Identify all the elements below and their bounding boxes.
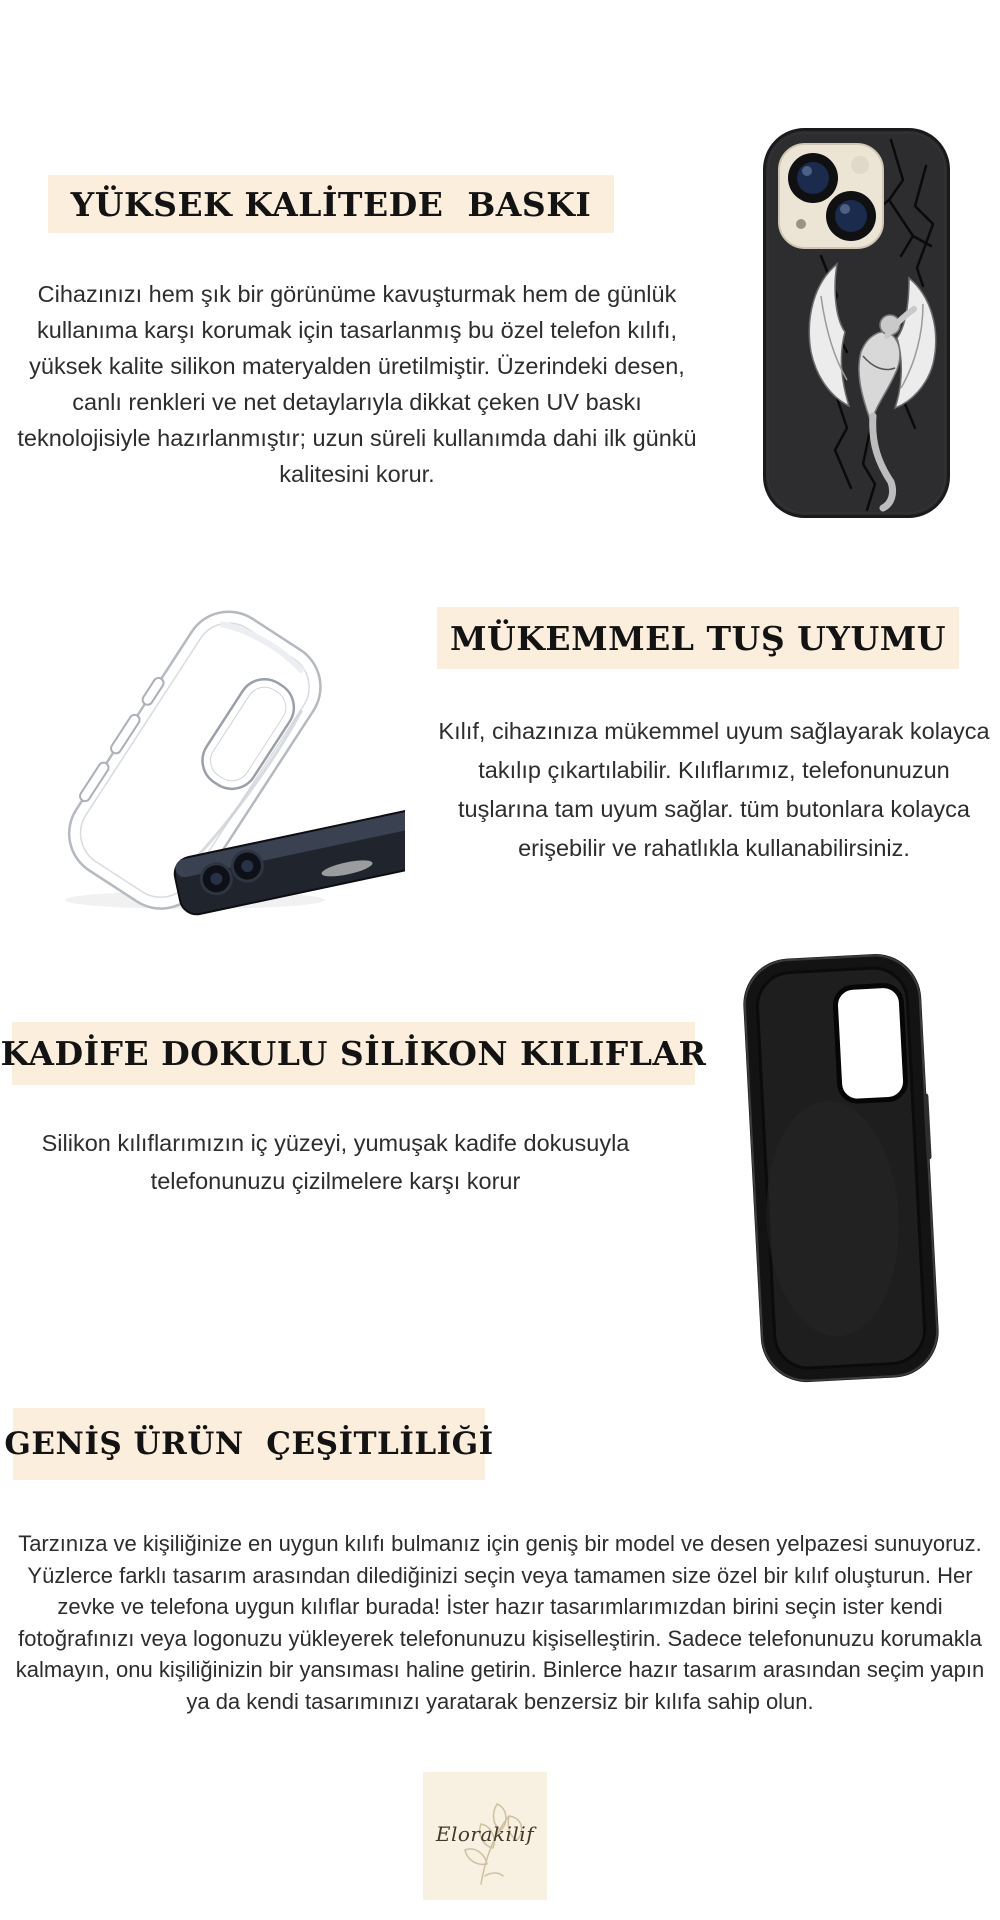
section-print-quality-heading: YÜKSEK KALİTEDE BASKI [70,184,592,224]
camera-module [779,144,883,248]
section-button-fit-paragraph: Kılıf, cihazınıza mükemmel uyum sağlayarak kolayca takılıp çıkartılabilir. Kılıflarımız, telefonunuzun tuşlarına tam uyum sağlar. tüm butonlara kolayca erişebilir ve rahatlıkla kullanabilirsiniz. [438,718,990,861]
black-case-inside-view-image [742,948,942,1390]
section-velvet-heading: KADİFE DOKULU SİLİKON KILIFLAR [0,1034,707,1073]
black-case-angel-print-image [763,128,950,518]
brand-name: Elorakilif [435,1822,535,1846]
brand-logo [423,1772,547,1900]
camera-cutout [835,985,907,1102]
section-button-fit-heading-band [437,607,959,669]
section-variety-heading: GENİŞ ÜRÜN ÇEŞİTLİLİĞİ [4,1426,494,1462]
section-velvet-heading-band [0,1022,707,1085]
section-variety-heading-band [4,1408,494,1480]
section-print-quality-heading-band [48,175,614,233]
clear-case-with-phone-image [45,588,405,918]
section-velvet-paragraph: Silikon kılıflarımızın iç yüzeyi, yumuşak kadife dokusuyla telefonunuzu çizilmelere karşı korur [41,1130,630,1194]
section-variety-paragraph: Tarzınıza ve kişiliğinize en uygun kılıfı bulmanız için geniş bir model ve desen yelpazesi sunuyoruz. Yüzlerce farklı tasarım arasından dilediğinizi seçin veya tamamen size özel bir kılıf oluşturun. Her zevke ve telefona uygun kılıflar burada! İster hazır tasarımlarımızdan birini seçin ister kendi fotoğrafınızı veya logonuzu yükleyerek telefonunuzu kişiselleştirin. Sadece telefonunuzu korumakla kalmayın, onu kişiliğinizin bir yansıması haline getirin. Binlerce hazır tasarım arasından seçim yapın ya da kendi tasarımınızı yaratarak benzersiz bir kılıfa sahip olun. [15,1531,985,1714]
section-print-quality-paragraph: Cihazınızı hem şık bir görünüme kavuşturmak hem de günlük kullanıma karşı korumak için tasarlanmış bu özel telefon kılıfı, yüksek kalite silikon materyalden üretilmiştir. Üzerindeki desen, canlı renkleri ve net detaylarıyla dikkat çeken UV baskı teknolojisiyle hazırlanmıştır; uzun süreli kullanımda dahi ilk günkü kalitesini korur. [17,281,697,487]
section-button-fit-heading: MÜKEMMEL TUŞ UYUMU [449,618,947,658]
